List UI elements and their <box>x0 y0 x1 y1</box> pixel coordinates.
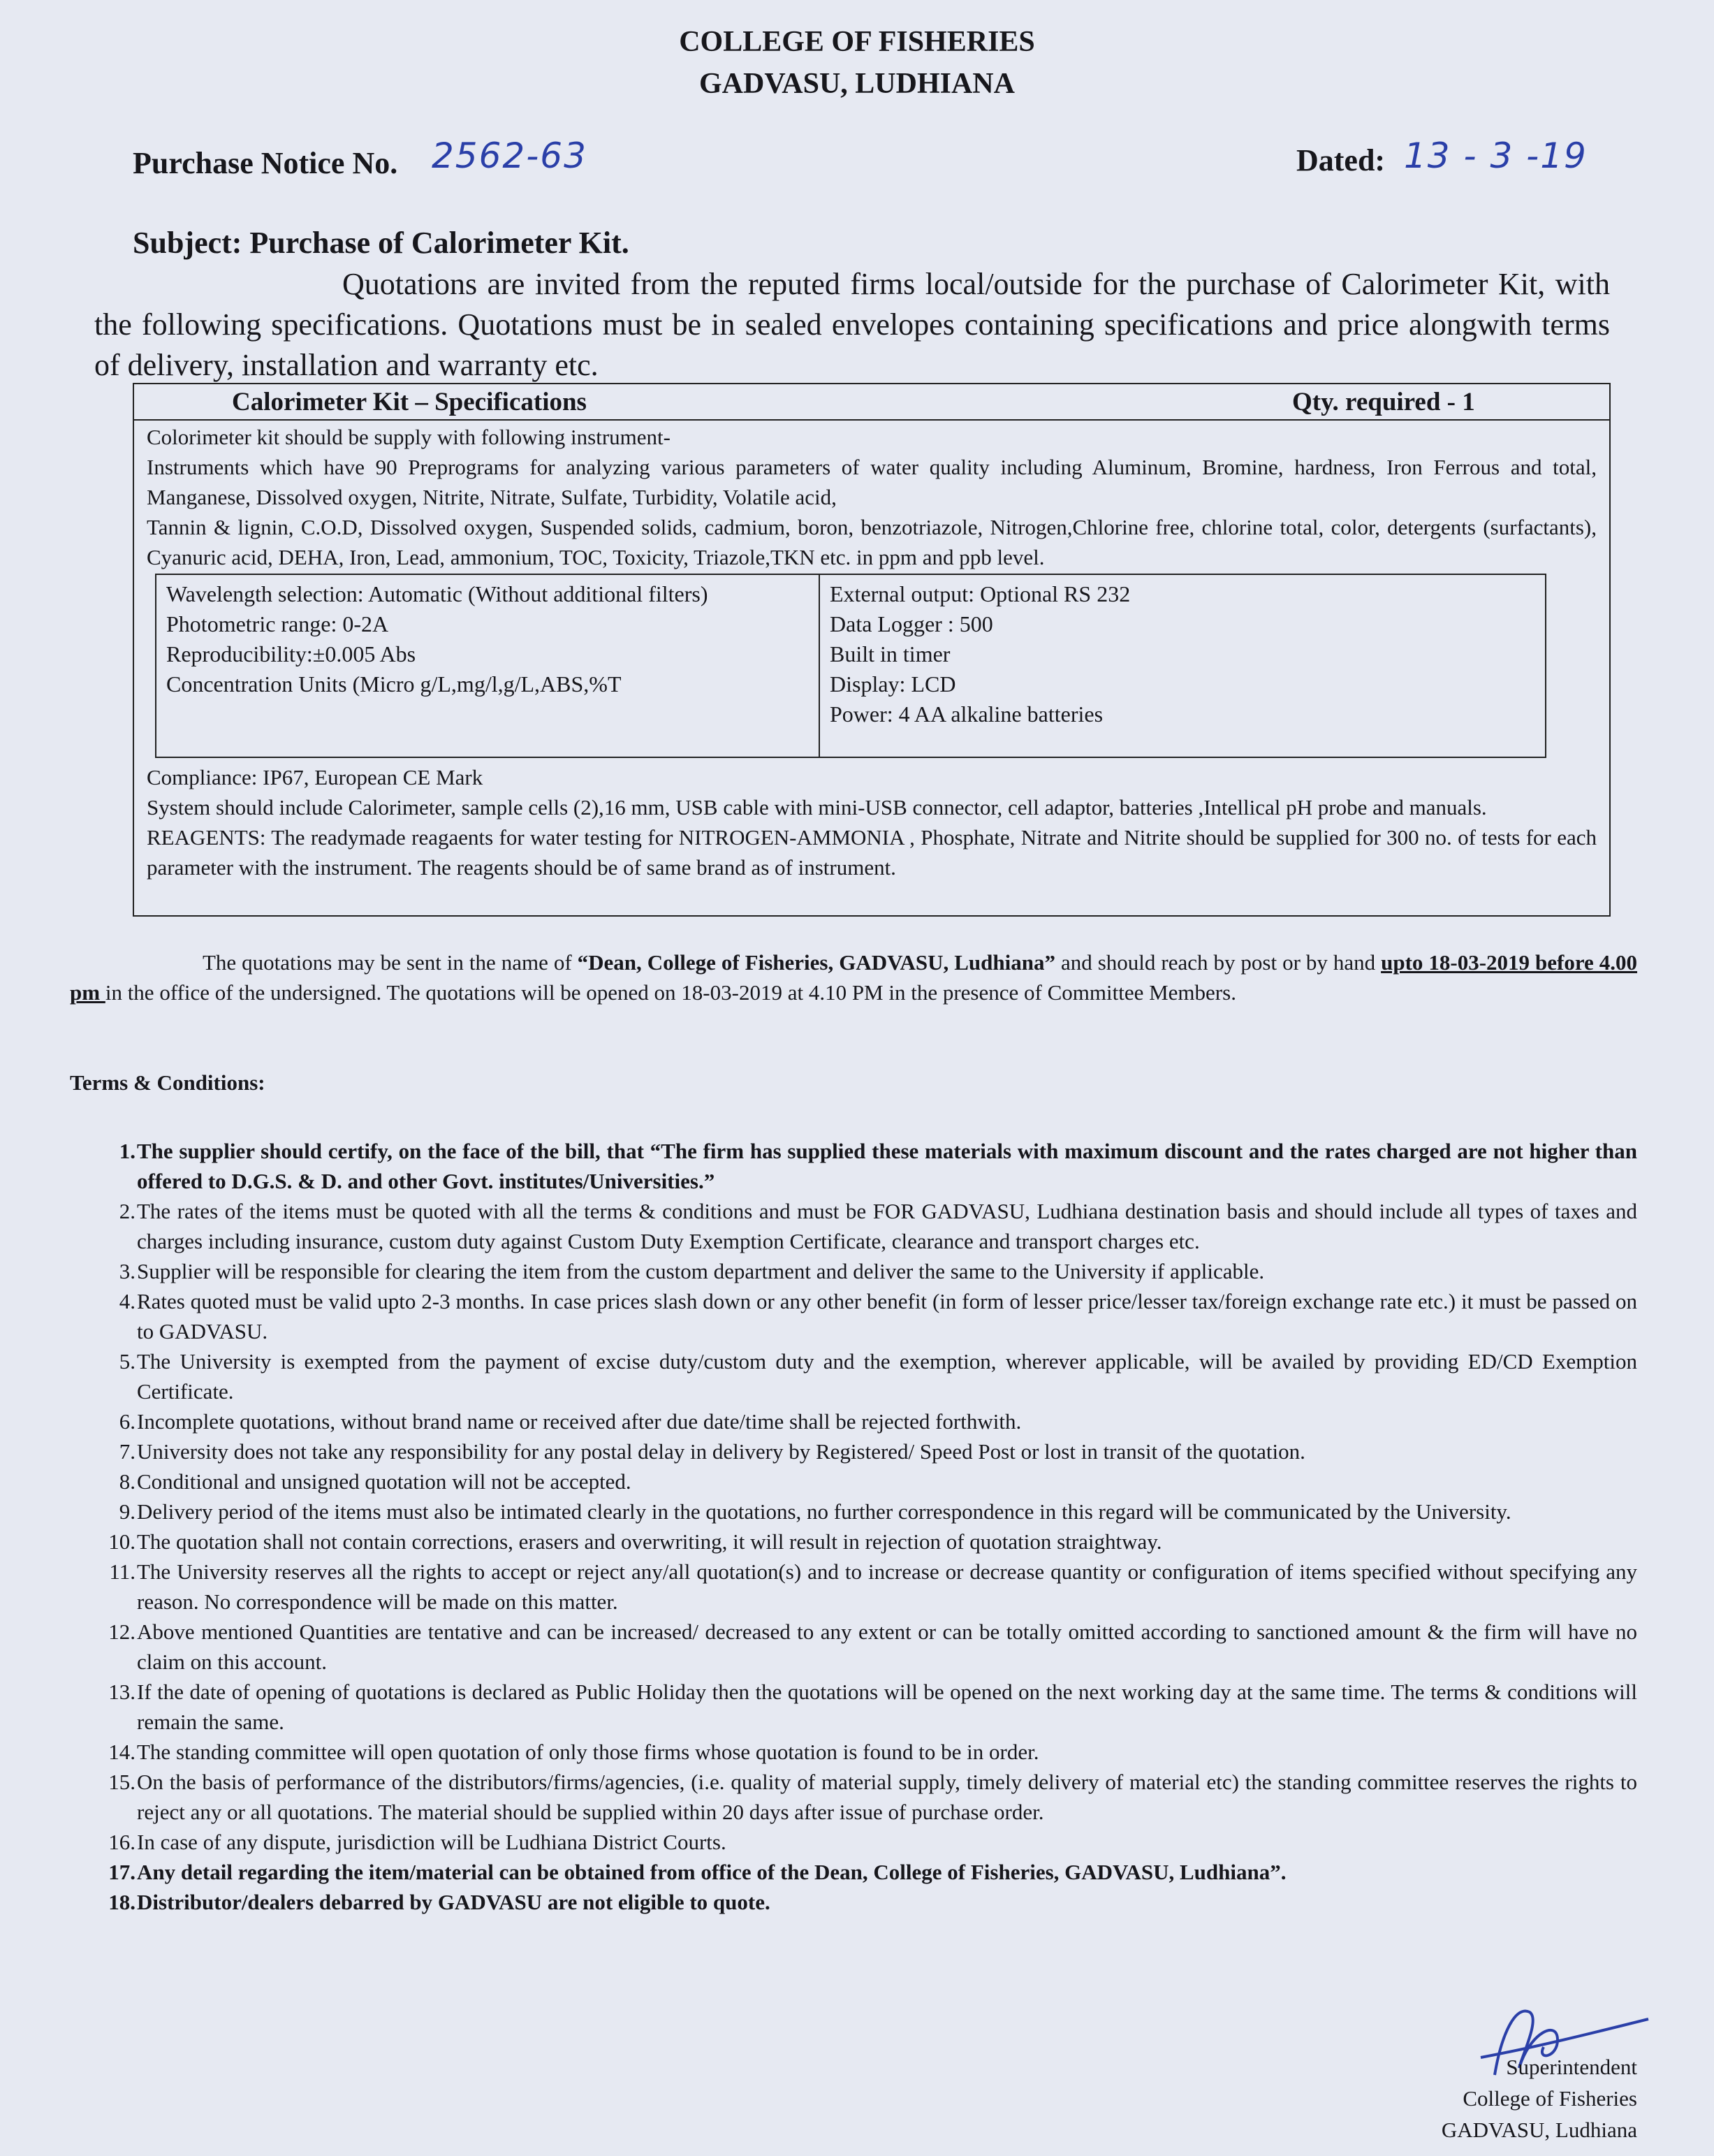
term-text: If the date of opening of quotations is declared as Public Holiday then the quotations will be opened on the next working day at the same time. The terms & conditions will remain the same. <box>137 1680 1637 1734</box>
term-text: On the basis of performance of the distributors/firms/agencies, (i.e. quality of material supply, timely delivery of material etc) the standing committee reserves the rights to reject any or all quotations. The material should be supplied within 20 days after issue of purchase order. <box>137 1770 1637 1824</box>
term-number: 15. <box>108 1770 135 1794</box>
term-number: 7. <box>119 1439 135 1464</box>
term-text: Incomplete quotations, without brand name or received after due date/time shall be rejected forthwith. <box>137 1409 1022 1434</box>
term-text: In case of any dispute, jurisdiction will be Ludhiana District Courts. <box>137 1830 726 1854</box>
term-item-16 <box>70 1827 1637 1857</box>
spec-technical-table <box>155 574 1546 758</box>
notice-date: 13 - 3 -19 <box>1404 136 1588 176</box>
term-text: The supplier should certify, on the face of the bill, that “The firm has supplied these materials with maximum discount and the rates charged are not higher than offered to D.G.S. & D. and other Govt. institutes/Universities.” <box>137 1139 1637 1193</box>
term-text: The University reserves all the rights to accept or reject any/all quotation(s) and to increase or decrease quantity or configuration of items specified without specifying any reason. No correspondence will be made on this matter. <box>137 1559 1637 1614</box>
spec-display: Display: LCD <box>830 671 956 697</box>
spec-timer: Built in timer <box>830 641 951 667</box>
term-item-11 <box>70 1557 1637 1617</box>
signatory-title: Superintendent <box>1506 2055 1637 2079</box>
spec-right-column <box>820 575 1545 757</box>
spec-concentration-units: Concentration Units (Micro g/L,mg/l,g/L,ABS,%T <box>166 671 622 697</box>
terms-list <box>70 1136 1637 1917</box>
term-number: 1. <box>119 1139 135 1163</box>
term-text: The University is exempted from the payment of excise duty/custom duty and the exemption, wherever applicable, will be availed by providing ED/CD Exemption Certificate. <box>137 1349 1637 1404</box>
signature-block <box>1442 2051 1637 2146</box>
qty-required: Qty. required - 1 <box>1292 388 1475 416</box>
term-text: Distributor/dealers debarred by GADVASU are not eligible to quote. <box>137 1890 770 1914</box>
term-number: 5. <box>119 1349 135 1374</box>
term-item-13 <box>70 1677 1637 1737</box>
spec-title: Calorimeter Kit – Specifications <box>232 388 587 416</box>
spec-compliance: Compliance: IP67, European CE Mark <box>147 765 483 789</box>
submission-text-1: The quotations may be sent in the name of <box>203 950 578 975</box>
term-number: 10. <box>108 1529 135 1554</box>
term-item-12 <box>70 1617 1637 1677</box>
college-name: COLLEGE OF FISHERIES <box>679 26 1035 58</box>
spec-parameters-2: Tannin & lignin, C.O.D, Dissolved oxygen, Suspended solids, cadmium, boron, benzotriazole, Nitrogen,Chlorine free, chlorine total, color, detergents (surfactants), Cyanuric acid, DEHA, Iron, Lead, ammonium, TOC, Toxicity, Triazole,TKN etc. in ppm and ppb level. <box>147 515 1597 569</box>
term-item-3 <box>70 1256 1637 1286</box>
spec-reagents: REAGENTS: The readymade reagaents for water testing for NITROGEN-AMMONIA , Phosphate, Nitrate and Nitrite should be supplied for 300 no. of tests for each parameter with the instrument. The reagents should be of same brand as of instrument. <box>147 825 1597 880</box>
term-number: 11. <box>109 1559 135 1584</box>
term-item-7 <box>70 1436 1637 1466</box>
term-text: Above mentioned Quantities are tentative and can be increased/ decreased to any extent or can be totally omitted according to sanctioned amount & the firm will have no claim on this account. <box>137 1619 1637 1674</box>
spec-power: Power: 4 AA alkaline batteries <box>830 701 1104 727</box>
term-number: 18. <box>108 1890 135 1914</box>
spec-intro-line: Colorimeter kit should be supply with following instrument- <box>147 425 671 449</box>
term-number: 3. <box>119 1259 135 1283</box>
spec-left-column <box>156 575 820 757</box>
term-text: The standing committee will open quotation of only those firms whose quotation is found to be in order. <box>137 1740 1039 1764</box>
intro-paragraph: Quotations are invited from the reputed firms local/outside for the purchase of Calorimeter Kit, with the following specifications. Quotations must be in sealed envelopes containing specifications and price alongwith terms of delivery, installation and warranty etc. <box>94 267 1610 382</box>
term-item-17 <box>70 1857 1637 1887</box>
term-text: Any detail regarding the item/material can be obtained from office of the Dean, College of Fisheries, GADVASU, Ludhiana”. <box>137 1860 1287 1884</box>
spec-parameters-1: Instruments which have 90 Preprograms for analyzing various parameters of water quality including Aluminum, Bromine, hardness, Iron Ferrous and total, Manganese, Dissolved oxygen, Nitrite, Nitrate, Sulfate, Turbidity, Volatile acid, <box>147 455 1597 509</box>
spec-header-row <box>134 384 1609 421</box>
term-number: 17. <box>108 1860 135 1884</box>
term-item-2 <box>70 1196 1637 1256</box>
term-item-14 <box>70 1737 1637 1767</box>
term-text: Rates quoted must be valid upto 2-3 months. In case prices slash down or any other benefit (in form of lesser price/lesser tax/foreign exchange rate etc.) it must be passed on to GADVASU. <box>137 1289 1637 1343</box>
term-text: Conditional and unsigned quotation will not be accepted. <box>137 1469 631 1494</box>
term-text: The rates of the items must be quoted with all the terms & conditions and must be FOR GADVASU, Ludhiana destination basis and should include all types of taxes and charges including insurance, custom duty against Custom Duty Exemption Certificate, clearance and transport charges etc. <box>137 1199 1637 1253</box>
term-number: 14. <box>108 1740 135 1764</box>
spec-data-logger: Data Logger : 500 <box>830 611 993 636</box>
submission-deadline: upto 18-03-2019 before 4.00 pm <box>70 950 1638 1005</box>
term-number: 16. <box>108 1830 135 1854</box>
specifications-box <box>133 383 1611 917</box>
submission-text-3: in the office of the undersigned. The quotations will be opened on 18-03-2019 at 4.10 PM in the presence of Committee Members. <box>105 980 1236 1005</box>
term-item-6 <box>70 1406 1637 1436</box>
terms-heading: Terms & Conditions: <box>70 1070 265 1095</box>
submission-paragraph <box>70 947 1637 1007</box>
term-number: 6. <box>119 1409 135 1434</box>
term-text: Delivery period of the items must also be intimated clearly in the quotations, no further correspondence in this regard will be communicated by the University. <box>137 1499 1511 1524</box>
term-number: 8. <box>119 1469 135 1494</box>
term-number: 12. <box>108 1619 135 1644</box>
term-item-9 <box>70 1496 1637 1527</box>
subject-line: Subject: Purchase of Calorimeter Kit. <box>133 226 629 260</box>
spec-description <box>134 421 1609 572</box>
spec-reproducibility: Reproducibility:±0.005 Abs <box>166 641 416 667</box>
submission-text-2: and should reach by post or by hand <box>1055 950 1382 975</box>
signatory-college: College of Fisheries <box>1463 2086 1637 2111</box>
purchase-notice-number: 2562-63 <box>432 136 587 176</box>
term-item-1 <box>70 1136 1637 1196</box>
purchase-notice-label: Purchase Notice No. <box>133 146 398 180</box>
term-item-10 <box>70 1527 1637 1557</box>
university-location: GADVASU, LUDHIANA <box>699 68 1015 100</box>
spec-footer <box>134 758 1609 882</box>
term-item-5 <box>70 1346 1637 1406</box>
term-number: 2. <box>119 1199 135 1223</box>
term-number: 9. <box>119 1499 135 1524</box>
spec-wavelength: Wavelength selection: Automatic (Without additional filters) <box>166 581 708 606</box>
spec-system-includes: System should include Calorimeter, sample cells (2),16 mm, USB cable with mini-USB connector, cell adaptor, batteries ,Intellical pH probe and manuals. <box>147 795 1487 820</box>
term-number: 4. <box>119 1289 135 1313</box>
term-number: 13. <box>108 1680 135 1704</box>
term-item-18 <box>70 1887 1637 1917</box>
term-item-4 <box>70 1286 1637 1346</box>
term-text: Supplier will be responsible for clearing the item from the custom department and deliver the same to the University if applicable. <box>137 1259 1265 1283</box>
dated-label: Dated: <box>1296 143 1386 177</box>
term-item-15 <box>70 1767 1637 1827</box>
spec-external-output: External output: Optional RS 232 <box>830 581 1131 606</box>
term-text: The quotation shall not contain corrections, erasers and overwriting, it will result in rejection of quotation straightway. <box>137 1529 1162 1554</box>
submission-addressee: “Dean, College of Fisheries, GADVASU, Ludhiana” <box>577 950 1055 975</box>
term-item-8 <box>70 1466 1637 1496</box>
term-text: University does not take any responsibility for any postal delay in delivery by Registered/ Speed Post or lost in transit of the quotation. <box>137 1439 1305 1464</box>
signatory-university: GADVASU, Ludhiana <box>1441 2118 1637 2142</box>
spec-photometric-range: Photometric range: 0-2A <box>166 611 389 636</box>
